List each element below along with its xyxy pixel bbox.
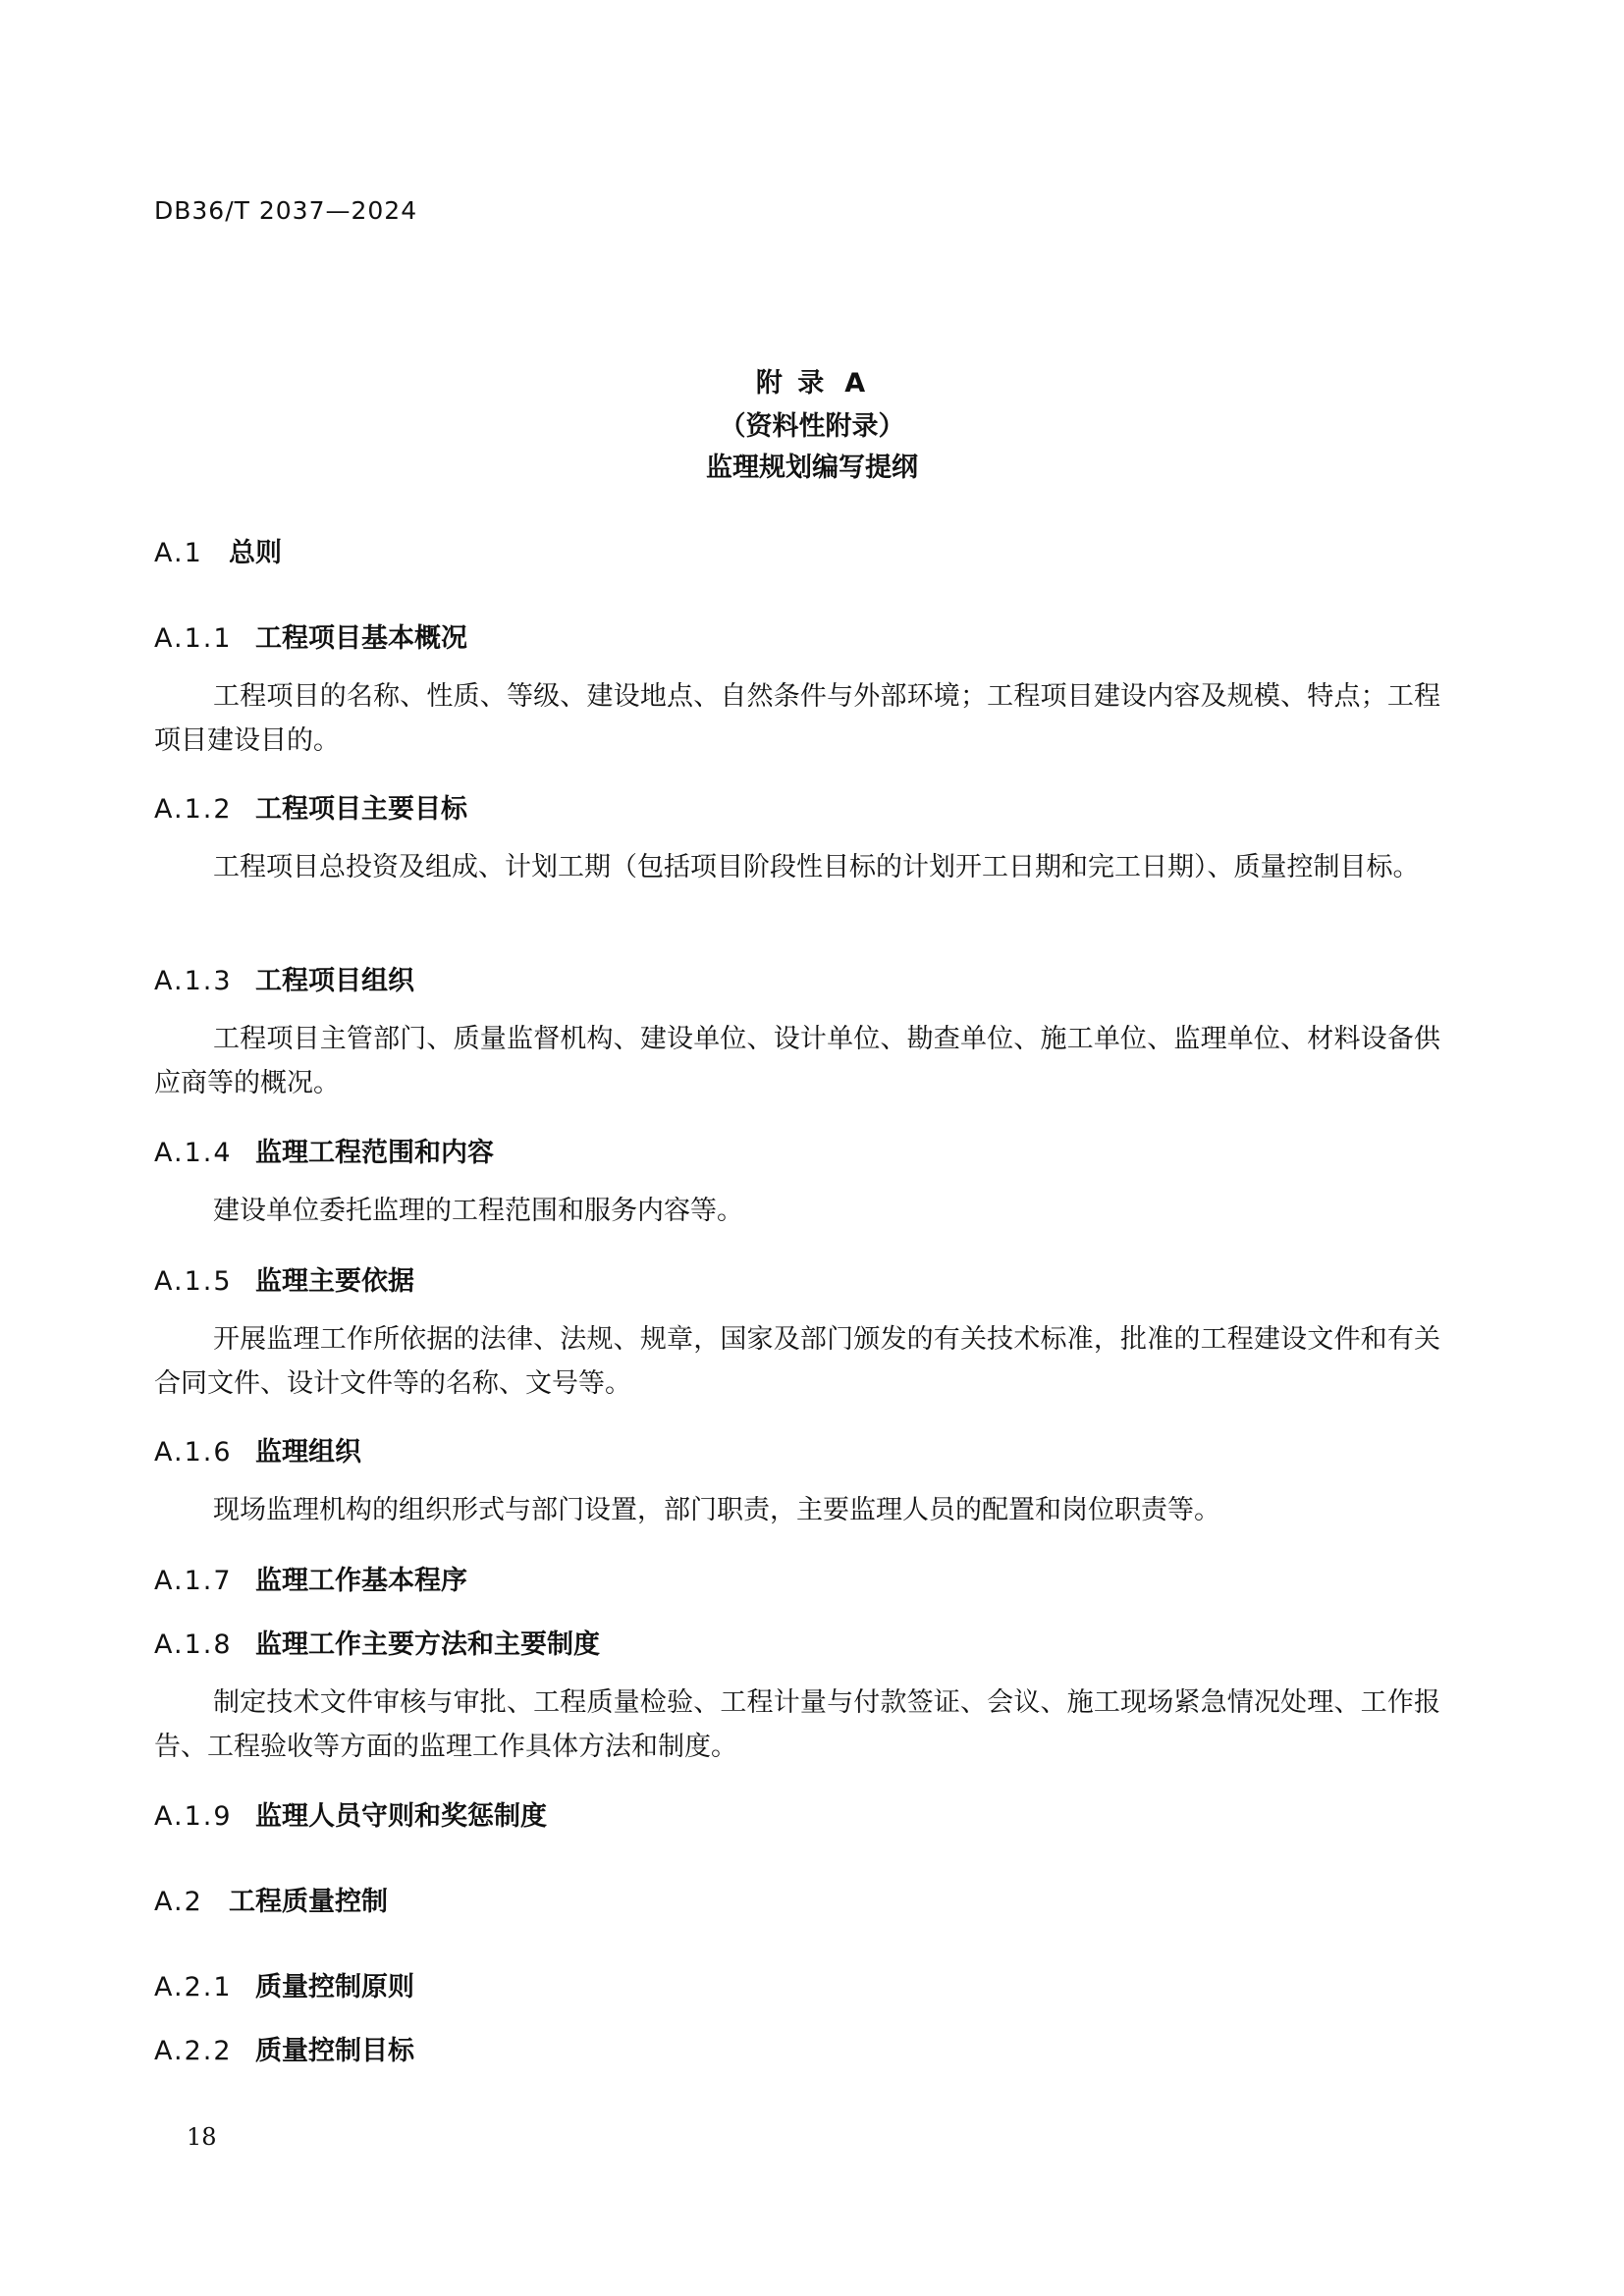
appendix-kind: （资料性附录） — [719, 411, 905, 442]
section-number: A.1.5 — [154, 1266, 233, 1297]
section-title: 质量控制原则 — [255, 1972, 414, 2002]
section-heading-a1-4 — [154, 1131, 494, 1169]
section-heading-a2 — [154, 1880, 388, 1918]
section-number: A.2 — [154, 1887, 203, 1917]
section-number: A.1.3 — [154, 966, 233, 996]
section-heading-a1-1 — [154, 616, 467, 655]
section-number: A.2.1 — [154, 1972, 233, 2002]
section-title: 监理工程范围和内容 — [255, 1138, 494, 1168]
paragraph-a1-6: 现场监理机构的组织形式与部门设置，部门职责，主要监理人员的配置和岗位职责等。 — [213, 1495, 1220, 1525]
paragraph-a1-5: 开展监理工作所依据的法律、法规、规章，国家及部门颁发的有关技术标准，批准的工程建设文件和有关合同文件、设计文件等的名称、文号等。 — [154, 1324, 1440, 1399]
appendix-letter: A — [844, 368, 869, 399]
section-heading-a1-5 — [154, 1259, 414, 1298]
section-title: 工程质量控制 — [229, 1887, 388, 1917]
section-number: A.1.1 — [154, 623, 233, 654]
section-number: A.1.4 — [154, 1138, 233, 1168]
section-title: 总则 — [229, 538, 282, 568]
section-heading-a1-3 — [154, 959, 414, 997]
section-title: 监理工作基本程序 — [255, 1566, 467, 1596]
section-number: A.1.6 — [154, 1437, 233, 1468]
paragraph-a1-1: 工程项目的名称、性质、等级、建设地点、自然条件与外部环境；工程项目建设内容及规模、特点；工程项目建设目的。 — [154, 681, 1440, 756]
section-number: A.1 — [154, 538, 203, 568]
appendix-title: 监理规划编写提纲 — [706, 453, 918, 483]
section-title: 监理工作主要方法和主要制度 — [255, 1629, 600, 1660]
section-heading-a1-9 — [154, 1794, 547, 1833]
section-heading-a2-1 — [154, 1965, 414, 2003]
section-heading-a1-6 — [154, 1430, 361, 1468]
page-number: 18 — [187, 2123, 217, 2151]
paragraph-a1-2: 工程项目总投资及组成、计划工期（包括项目阶段性目标的计划开工日期和完工日期）、质量控制目标。 — [213, 852, 1420, 882]
section-title: 监理组织 — [255, 1437, 361, 1468]
section-number: A.1.7 — [154, 1566, 233, 1596]
standard-number: DB36/T 2037—2024 — [154, 196, 418, 225]
paragraph-a1-4: 建设单位委托监理的工程范围和服务内容等。 — [213, 1196, 743, 1226]
section-title: 工程项目主要目标 — [255, 794, 467, 825]
section-title: 工程项目组织 — [255, 966, 414, 996]
section-number: A.2.2 — [154, 2036, 233, 2066]
section-number: A.1.2 — [154, 794, 233, 825]
section-title: 监理人员守则和奖惩制度 — [255, 1801, 547, 1832]
section-number: A.1.9 — [154, 1801, 233, 1832]
section-title: 工程项目基本概况 — [255, 623, 467, 654]
section-heading-a1-7 — [154, 1559, 467, 1597]
paragraph-a1-3: 工程项目主管部门、质量监督机构、建设单位、设计单位、勘查单位、施工单位、监理单位、材料设备供应商等的概况。 — [154, 1024, 1440, 1098]
paragraph-a1-8: 制定技术文件审核与审批、工程质量检验、工程计量与付款签证、会议、施工现场紧急情况处理、工作报告、工程验收等方面的监理工作具体方法和制度。 — [154, 1687, 1440, 1762]
section-heading-a2-2 — [154, 2029, 414, 2067]
section-heading-a1 — [154, 531, 282, 569]
section-number: A.1.8 — [154, 1629, 233, 1660]
appendix-label-text: 附 录 — [755, 368, 828, 399]
section-title: 质量控制目标 — [255, 2036, 414, 2066]
section-title: 监理主要依据 — [255, 1266, 414, 1297]
appendix-label — [0, 361, 1624, 400]
section-heading-a1-8 — [154, 1623, 600, 1661]
section-heading-a1-2 — [154, 787, 467, 826]
